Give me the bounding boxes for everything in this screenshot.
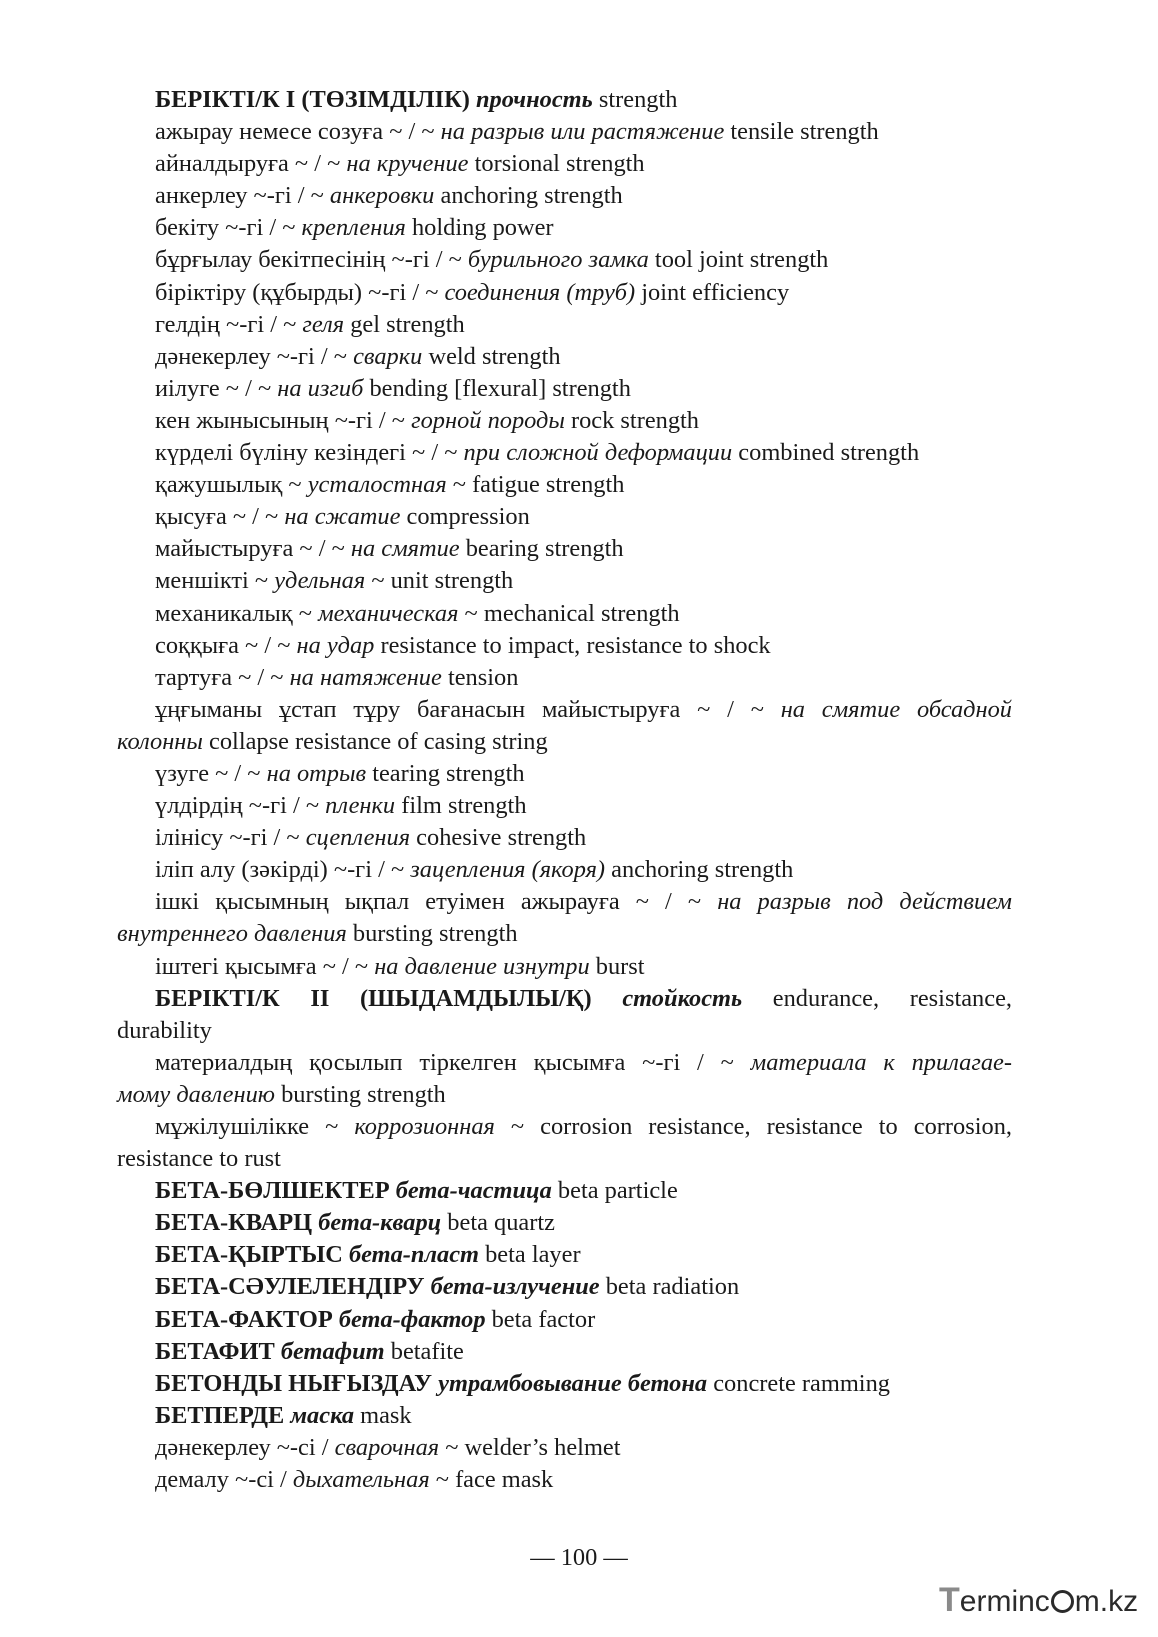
term-text: torsional strength (468, 150, 645, 178)
russian-headword: бета-излучение (430, 1273, 600, 1301)
term-text: соққыға ~ / ~ (155, 631, 297, 659)
term-text: bending [flexural] strength (363, 374, 631, 402)
term-text: иілуге ~ / ~ (155, 374, 278, 402)
russian-term: бурильного замка (467, 246, 649, 274)
dictionary-line (117, 469, 1012, 501)
dictionary-line (117, 598, 1012, 630)
dictionary-line (117, 373, 1012, 405)
term-text: майыстыруға ~ / ~ (155, 535, 351, 563)
term-text: ~ unit strength (365, 567, 514, 595)
term-text: durability (117, 1016, 212, 1044)
russian-term: соединения (труб) (444, 278, 636, 306)
russian-term: на сжатие (284, 503, 401, 531)
dictionary-line (117, 84, 1012, 116)
term-text: beta radiation (599, 1273, 740, 1301)
term-text: үлдірдің ~-гі / ~ (155, 792, 326, 820)
dictionary-line (117, 886, 1012, 918)
russian-headword: бета-пласт (348, 1241, 479, 1269)
term-text: кен жынысының ~-гі / ~ (155, 406, 412, 434)
term-text: weld strength (422, 342, 561, 370)
russian-term: материала к прилагае- (750, 1048, 1012, 1076)
russian-term: анкеровки (329, 182, 435, 210)
russian-term: механическая (318, 599, 459, 627)
russian-term: на смятие обсадной (780, 695, 1012, 723)
term-text: үзуге ~ / ~ (155, 759, 267, 787)
term-text: tension (441, 663, 519, 691)
dictionary-line (117, 1271, 1012, 1303)
dictionary-line (117, 790, 1012, 822)
russian-term: пленки (325, 792, 396, 820)
kazakh-headword: БЕТА-БӨЛШЕКТЕР (155, 1177, 396, 1205)
term-text: strength (592, 86, 678, 113)
russian-term: крепления (301, 214, 406, 242)
term-text: rock strength (564, 406, 700, 434)
term-text: тартуға ~ / ~ (155, 663, 290, 691)
term-text: endurance, resistance, (742, 984, 1012, 1012)
dictionary-line (117, 694, 1012, 726)
russian-headword: стойкость (622, 984, 743, 1012)
term-text: бұрғылау бекітпесінің ~-гі / ~ (155, 246, 468, 274)
russian-term: коррозионная (354, 1113, 495, 1140)
term-text: ~ fatigue strength (446, 471, 625, 499)
term-text: ұңғыманы ұстап тұру бағанасын майыстыруға ~ / ~ (155, 695, 781, 723)
term-text: дәнекерлеу ~-гі / ~ (155, 342, 354, 370)
term-text: меншікті ~ (155, 567, 275, 595)
term-text: resistance to impact, resistance to shock (374, 631, 771, 659)
term-text: mask (354, 1401, 412, 1429)
term-text: concrete ramming (707, 1369, 890, 1397)
dictionary-line (117, 212, 1012, 244)
term-text: joint efficiency (635, 278, 790, 306)
russian-headword: бета-фактор (338, 1305, 486, 1333)
dictionary-line (117, 437, 1012, 469)
dictionary-line (117, 854, 1012, 886)
term-text: ~ corrosion resistance, resistance to corrosion, (494, 1113, 1012, 1140)
kazakh-headword: БЕТАФИТ (155, 1337, 281, 1365)
term-text: burst (589, 952, 645, 980)
term-text: күрделі бүліну кезіндегі ~ / ~ (155, 439, 464, 467)
term-text: айналдыруға ~ / ~ (155, 150, 347, 178)
kazakh-headword: БЕРІКТІ/К І (ТӨЗІМДІЛІК) (155, 86, 476, 113)
term-text: bearing strength (459, 535, 624, 563)
dictionary-line (117, 1239, 1012, 1271)
term-text: ~ welder’s helmet (439, 1433, 621, 1461)
russian-headword: бета-кварц (318, 1209, 442, 1237)
term-text: іштегі қысымға ~ / ~ (155, 952, 375, 980)
kazakh-headword: БЕТА-КВАРЦ (155, 1209, 319, 1237)
dictionary-text (117, 84, 1012, 1496)
russian-term: геля (302, 310, 345, 338)
term-text: cohesive strength (410, 824, 587, 852)
russian-term: на изгиб (277, 374, 364, 402)
term-text: bursting strength (275, 1080, 446, 1108)
term-text: анкерлеу ~-гі / ~ (155, 182, 330, 210)
russian-term: на кручение (346, 150, 469, 178)
dictionary-line (117, 1015, 1012, 1047)
dictionary-line (117, 1207, 1012, 1239)
dictionary-line (117, 983, 1012, 1015)
dictionary-line (117, 822, 1012, 854)
term-text: механикалық ~ (155, 599, 319, 627)
russian-term: сварки (353, 342, 423, 370)
term-text: біріктіру (құбырды) ~-гі / ~ (155, 278, 445, 306)
term-text: film strength (395, 792, 527, 820)
kazakh-headword: БЕТА-ФАКТОР (155, 1305, 339, 1333)
term-text: материалдың қосылып тіркелген қысымға ~-гі / ~ (155, 1048, 751, 1076)
russian-headword: бетафит (280, 1337, 385, 1365)
russian-term: сварочная (334, 1433, 440, 1461)
russian-term: при сложной деформации (463, 439, 733, 467)
term-text: combined strength (732, 439, 920, 467)
dictionary-line (117, 180, 1012, 212)
dictionary-line (117, 309, 1012, 341)
term-text: ішкі қысымның ықпал етуімен ажырауға ~ / ~ (155, 888, 718, 916)
dictionary-line (117, 277, 1012, 309)
dictionary-line (117, 1111, 1012, 1143)
term-text: collapse resistance of casing string (202, 727, 548, 755)
russian-headword: утрамбовывание бетона (438, 1369, 708, 1397)
russian-term: на давление изнутри (374, 952, 590, 980)
dictionary-line (117, 1368, 1012, 1400)
kazakh-headword: БЕРІКТІ/К ІІ (ШЫДАМДЫЛЫ/Қ) (155, 984, 623, 1012)
russian-term: внутреннего давления (117, 920, 347, 948)
russian-headword: маска (290, 1401, 355, 1429)
russian-term: на натяжение (289, 663, 442, 691)
term-text: дәнекерлеу ~-сі / (155, 1433, 335, 1461)
dictionary-line (117, 565, 1012, 597)
term-text: anchoring strength (605, 856, 794, 884)
term-text: бекіту ~-гі / ~ (155, 214, 302, 242)
term-text: мұжілушілікке ~ (155, 1113, 355, 1140)
russian-term: мому давлению (117, 1080, 276, 1108)
term-text: bursting strength (346, 920, 518, 948)
kazakh-headword: БЕТА-ҚЫРТЫС (155, 1241, 349, 1269)
term-text: anchoring strength (434, 182, 623, 210)
russian-headword: бета-частица (395, 1177, 552, 1205)
russian-term: на удар (296, 631, 375, 659)
term-text: іліп алу (зәкірді) ~-гі / ~ (155, 856, 411, 884)
russian-term: колонны (117, 727, 203, 755)
term-text: compression (400, 503, 530, 531)
term-text: beta quartz (441, 1209, 555, 1237)
dictionary-line (117, 116, 1012, 148)
term-text: gel strength (344, 310, 465, 338)
term-text: tearing strength (366, 759, 525, 787)
russian-term: удельная (274, 567, 366, 595)
term-text: гелдің ~-гі / ~ (155, 310, 303, 338)
russian-term: сцепления (305, 824, 411, 852)
dictionary-line (117, 341, 1012, 373)
russian-term: горной породы (411, 406, 565, 434)
dictionary-line (117, 662, 1012, 694)
term-text: қажушылық ~ (155, 471, 308, 499)
dictionary-line (117, 1047, 1012, 1079)
dictionary-line (117, 1464, 1012, 1496)
term-text: ~ mechanical strength (458, 599, 680, 627)
term-text: beta particle (551, 1177, 678, 1205)
dictionary-line (117, 1336, 1012, 1368)
russian-term: на смятие (350, 535, 460, 563)
term-text: beta factor (485, 1305, 596, 1333)
russian-term: на разрыв или растяжение (440, 118, 725, 146)
russian-term: на разрыв под действием (717, 888, 1012, 916)
term-text: resistance to rust (117, 1145, 281, 1173)
term-text: betafite (384, 1337, 464, 1365)
term-text: қысуға ~ / ~ (155, 503, 285, 531)
dictionary-line (117, 1175, 1012, 1207)
term-text: tool joint strength (648, 246, 829, 274)
russian-headword: прочность (475, 86, 593, 113)
term-text: holding power (405, 214, 554, 242)
term-text: tensile strength (724, 118, 879, 146)
term-text: ілінісу ~-гі / ~ (155, 824, 306, 852)
dictionary-line (117, 1304, 1012, 1336)
russian-term: на отрыв (266, 759, 367, 787)
dictionary-line (117, 501, 1012, 533)
dictionary-line (117, 918, 1012, 950)
dictionary-line (117, 405, 1012, 437)
dictionary-line (117, 1143, 1012, 1175)
dictionary-line (117, 1400, 1012, 1432)
term-text: ~ face mask (429, 1466, 554, 1494)
russian-term: зацепления (якоря) (410, 856, 606, 884)
dictionary-line (117, 758, 1012, 790)
dictionary-line (117, 244, 1012, 276)
dictionary-line (117, 951, 1012, 983)
termincom-logo: Terminc m.kz (939, 1581, 1139, 1619)
term-text: ажырау немесе созуға ~ / ~ (155, 118, 441, 146)
term-text: демалу ~-сі / (155, 1466, 293, 1494)
dictionary-line (117, 726, 1012, 758)
russian-term: усталостная (307, 471, 447, 499)
dictionary-line (117, 1432, 1012, 1464)
dictionary-line (117, 630, 1012, 662)
kazakh-headword: БЕТОНДЫ НЫҒЫЗДАУ (155, 1369, 439, 1397)
kazakh-headword: БЕТА-СӘУЛЕЛЕНДІРУ (155, 1273, 431, 1301)
dictionary-line (117, 1079, 1012, 1111)
russian-term: дыхательная (292, 1466, 430, 1494)
term-text: beta layer (479, 1241, 581, 1269)
dictionary-line (117, 148, 1012, 180)
page-number: — 100 — (530, 1544, 628, 1571)
dictionary-line (117, 533, 1012, 565)
kazakh-headword: БЕТПЕРДЕ (155, 1401, 291, 1429)
